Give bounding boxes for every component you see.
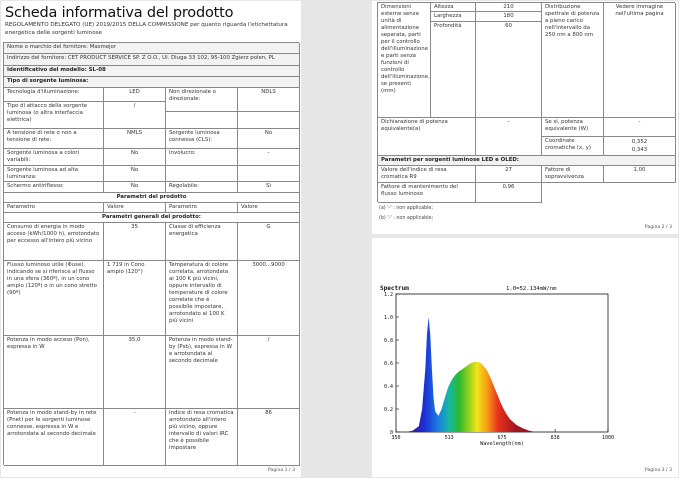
y-tick-label: 0.8 [383, 338, 393, 344]
pnet-value: - [104, 409, 166, 466]
class-label: Classe di efficienza energetica [166, 223, 238, 261]
r9-value: 27 [476, 166, 542, 183]
pon-label: Potenza in modo acceso (Pon), espressa in W [4, 336, 104, 409]
highlum-label: Sorgente luminosa ad alta luminanza: [4, 166, 104, 182]
general-params-table [3, 222, 299, 465]
spectral-value: Vedere immagine nell'ultima pagina [604, 3, 676, 118]
flux-label: Flusso luminoso utile (Φuse), indicando se si riferisce al flusso in una sfera (360º), in un cono ampio (120º) o in un cono stretto (90º) [4, 261, 104, 336]
survival-label: Fattore di sopravvivenza [542, 166, 604, 183]
dimmable-label: Regolabile: [166, 182, 238, 193]
height-label: Altezza [431, 3, 476, 12]
envelope-value: - [238, 149, 300, 166]
highlum-value: No [104, 166, 166, 182]
cls-value: No [238, 129, 300, 149]
params-table-cont [377, 2, 675, 202]
spectrum-chart [372, 238, 678, 477]
depth-value: 60 [476, 22, 542, 118]
y-tick-label: 0.6 [383, 361, 393, 367]
maint-value: 0,96 [476, 183, 542, 203]
chroma-label: Coordinate cromatiche (x, y) [542, 137, 604, 156]
y-tick-label: 0.4 [383, 384, 393, 390]
mains-label: A tensione di rete o non a tensione di rete: [4, 129, 104, 149]
note-a: (a) '-' : non applicable; [379, 206, 433, 211]
source-type-header: Tipo di sorgente luminosa: [4, 77, 300, 88]
height-value: 210 [476, 3, 542, 12]
col-value-1: Valore [104, 203, 166, 213]
source-info-table [3, 42, 299, 222]
cct-label: Temperatura di colore correlata, arrotondata ai 100 K più vicini, oppure intervallo di temperature di colore correlate che è possibile impostare, arrotondato ai 100 K più vicini [166, 261, 238, 336]
page-number: Pagina 2 / 3 [644, 225, 672, 230]
y-tick-label: 0 [389, 430, 393, 436]
dims-label: Dimensioni esterne senza unità di alimentazione separata, parti per il controllo dell'illuminazione e parti senza funzioni di controllo dell'illuminazione, se presenti (mm) [378, 3, 431, 118]
pnet-label: Potenza in modo stand-by in rete (Pnet) per le sorgenti luminose connesse, espressa in W e arrotondata al secondo decimale [4, 409, 104, 466]
chart-title: Spectrum [380, 285, 409, 292]
class-value: G [238, 223, 300, 261]
col-value-2: Valore [238, 203, 300, 213]
survival-value: 1,00 [604, 166, 676, 183]
glare-value: No [104, 182, 166, 193]
page-number: Pagina 3 / 3 [644, 468, 672, 473]
chroma-value [604, 137, 676, 156]
psb-label: Potenza in modo stand-by (Psb), espressa in W e arrotondata al secondo decimale [166, 336, 238, 409]
page-title: Scheda informativa del prodotto [5, 5, 234, 21]
params-header: Parametri del prodotto [4, 193, 300, 203]
claim-label: Dichiarazione di potenza equivalente(a) [378, 118, 476, 156]
y-tick-label: 0.2 [383, 407, 393, 413]
product-sheet-page-3 [372, 238, 678, 477]
nondir-value: NDLS [238, 88, 300, 112]
depth-label: Profondità [431, 22, 476, 118]
r9-label: Valore dell'indice di resa cromatica R9 [378, 166, 476, 183]
general-header: Parametri generali del prodotto: [4, 213, 300, 223]
cri-label: Indice di resa cromatica arrotondato all'intero più vicino, oppure intervallo di valori IRC che è possibile impostare [166, 409, 238, 466]
width-value: 180 [476, 12, 542, 22]
pon-value: 35,0 [104, 336, 166, 409]
envelope-label: Involucro: [166, 149, 238, 166]
spectrum-area [406, 317, 536, 432]
x-tick-label: 675 [497, 435, 507, 441]
chart-annotation: 1.0=52.134mW/nm [506, 286, 557, 292]
page-number: Pagina 1 / 3 [267, 468, 295, 473]
mains-value: NMLS [104, 129, 166, 149]
cap-label: Tipo di attacco della sorgente luminosa (o altra interfaccia elettrica) [4, 102, 104, 129]
x-tick-label: 838 [550, 435, 560, 441]
product-sheet-page-2 [372, 1, 678, 234]
dimmable-value: Sì [238, 182, 300, 193]
psb-value: / [238, 336, 300, 409]
nondir-label: Non direzionale o direzionale: [166, 88, 238, 112]
y-axis [384, 292, 399, 436]
consumption-label: Consumo di energia in modo acceso (kWh/1000 h), arrotondato per eccesso all'intero più vicino [4, 223, 104, 261]
col-param-2: Parametro [166, 203, 238, 213]
model-id: Identificativo del modello: SL-08 [4, 66, 300, 77]
spectral-label: Distribuzione spettrale di potenza a pieno carico nell'intervallo da 250 nm a 800 nm [542, 3, 604, 118]
tech-value: LED [104, 88, 166, 102]
colour-label: Sorgente luminosa a colori variabili: [4, 149, 104, 166]
x-tick-label: 350 [391, 435, 401, 441]
cap-value: / [104, 102, 166, 129]
note-b: (b) '-' : non applicable; [379, 216, 434, 221]
product-sheet-page-1 [1, 1, 301, 477]
led-header: Parametri per sorgenti luminose LED e OLED: [378, 156, 676, 166]
supplier-address: Indirizzo del fornitore: CET PRODUCT SERVICE SP. Z O.O., Ul. Dluga 33 102, 95-100 Zgierz polen, PL [4, 54, 300, 66]
width-label: Larghezza [431, 12, 476, 22]
x-axis-label: Wavelength(nm) [480, 441, 524, 447]
consumption-value: 35 [104, 223, 166, 261]
cct-value: 3000...9000 [238, 261, 300, 336]
cri-value: 86 [238, 409, 300, 466]
equiv-value: - [604, 118, 676, 137]
col-param-1: Parametro [4, 203, 104, 213]
cls-label: Sorgente luminosa connessa (CLS): [166, 129, 238, 149]
colour-value: No [104, 149, 166, 166]
maint-label: Fattore di mantenimento del flusso luminoso [378, 183, 476, 203]
chroma-y: 0,343 [631, 147, 648, 153]
tech-label: Tecnologia d'illuminazione: [4, 88, 104, 102]
x-tick-label: 513 [444, 435, 454, 441]
y-tick-label: 1.2 [383, 292, 393, 298]
regulation-text: REGOLAMENTO DELEGATO (UE) 2019/2015 DELLA COMMISSIONE per quanto riguarda l'etichettatura energetica delle sorgenti luminose [5, 22, 288, 36]
glare-label: Schermo antiriflesso: [4, 182, 104, 193]
y-tick-label: 1.0 [383, 315, 393, 321]
flux-value: 1 719 in Cono ampio (120°) [104, 261, 166, 336]
claim-value: - [476, 118, 542, 156]
chroma-x: 0,352 [631, 139, 648, 145]
equiv-label: Se sì, potenza equivalente (W) [542, 118, 604, 137]
supplier-name: Nome o marchio del fornitore: Masmejor [4, 43, 300, 54]
x-tick-label: 1000 [601, 435, 615, 441]
